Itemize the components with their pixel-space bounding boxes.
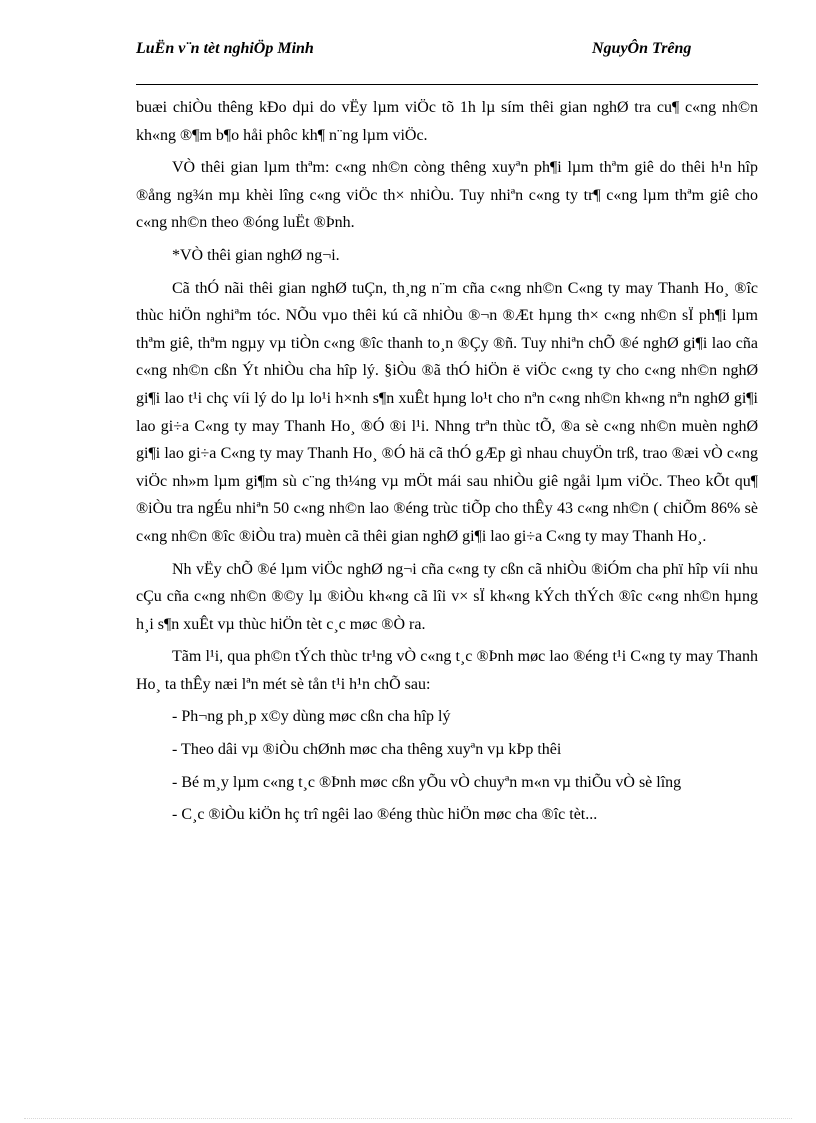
paragraph: VÒ thêi gian lµm thªm: c«ng nh©n còng thêng xuyªn ph¶i lµm thªm giê do thêi h¹n hîp ®ång ng¾n mµ khèi lîng c«ng viÖc th× nhiÒu. Tuy nhiªn c«ng ty tr¶ c«ng lµm thªm giê cho c«ng nh©n theo ®óng luËt ®Þnh. [136, 159, 758, 232]
header-title: LuËn v¨n tèt nghiÖp Minh [136, 40, 314, 57]
paragraph: Cã thÓ nãi thêi gian nghØ tuÇn, th¸ng n¨m cña c«ng nh©n C«ng ty may Thanh Ho¸ ®îc thùc hiÖn nghiªm tóc. NÕu vµo thêi kú cã nhiÒu ®¬n ®Æt hµng th× c«ng nh©n sÏ ph¶i lµm thªm giê, thªm ngµy vµ tiÒn c«ng ®îc thanh to¸n ®Çy ®ñ. Tuy nhiªn chÕ ®é nghØ gi¶i lao cña c«ng nh©n cßn Ýt nhiÒu cha hîp lý. §iÒu ®ã thÓ hiÖn ë viÖc c«ng ty cho c«ng nh©n nghØ gi¶i lao t¹i chç víi lý do lµ lo¹i h×nh s¶n xuÊt hµng lo¹t cho nªn c«ng nh©n kh«ng nªn nghØ gi¶i lao gi÷a C«ng ty may Thanh Ho¸ ®Ó ®i l¹i. Nhng trªn thùc tÕ, ®a sè c«ng nh©n muèn nghØ gi¶i lao gi÷a C«ng ty may Thanh Ho¸ ®Ó hä cã thÓ gÆp gì nhau chuyÖn trß, trao ®æi vÒ c«ng viÖc nh»m lµm gi¶m sù c¨ng th¼ng vµ mÖt mái sau nhiÒu giê ngåi lµm viÖc. Theo kÕt qu¶ ®iÒu tra ngÉu nhiªn 50 c«ng nh©n lao ®éng trùc tiÕp cho thÊy 43 c«ng nh©n ( chiÕm 86% sè c«ng nh©n ®îc ®iÒu tra) muèn cã thêi gian nghØ gi¶i lao gi÷a C«ng ty may Thanh Ho¸. [136, 279, 758, 545]
list-item: - C¸c ®iÒu kiÖn hç trî ngêi lao ®éng thùc hiÖn møc cha ®îc tèt... [172, 806, 598, 824]
list-item: - Theo dâi vµ ®iÒu chØnh møc cha thêng xuyªn vµ kÞp thêi [172, 741, 562, 759]
paragraph: buæi chiÒu thêng kÐo dµi do vËy lµm viÖc tõ 1h lµ sím thêi gian nghØ tra cu¶ c«ng nh©n kh«ng ®¶m b¶o håi phôc kh¶ n¨ng lµm viÖc. [136, 99, 758, 144]
header-author: NguyÔn Trêng [592, 40, 692, 57]
paragraph: Nh vËy chÕ ®é lµm viÖc nghØ ng¬i cña c«ng ty cßn cã nhiÒu ®iÓm cha phï hîp víi nhu cÇu cña c«ng nh©n ®©y lµ ®iÒu kh«ng cã lîi v× sÏ kh«ng kÝch thÝch ®îc c«ng nh©n hµng h¸i s¶n xuÊt vµ thùc hiÖn tèt c¸c møc ®Ò ra. [136, 560, 758, 633]
document-body [136, 94, 758, 834]
page-bottom-divider [24, 1118, 792, 1119]
list-item: - Ph¬ng ph¸p x©y dùng møc cßn cha hîp lý [172, 708, 451, 726]
page-header [136, 38, 758, 85]
section-heading: *VÒ thêi gian nghØ ng¬i. [172, 246, 340, 264]
list-item: - Bé m¸y lµm c«ng t¸c ®Þnh møc cßn yÕu vÒ chuyªn m«n vµ thiÕu vÒ sè lîng [172, 773, 682, 791]
paragraph: Tãm l¹i, qua ph©n tÝch thùc tr¹ng vÒ c«ng t¸c ®Þnh møc lao ®éng t¹i C«ng ty may Thanh Ho¸ ta thÊy næi lªn mét sè tån t¹i h¹n chÕ sau: [136, 648, 758, 693]
